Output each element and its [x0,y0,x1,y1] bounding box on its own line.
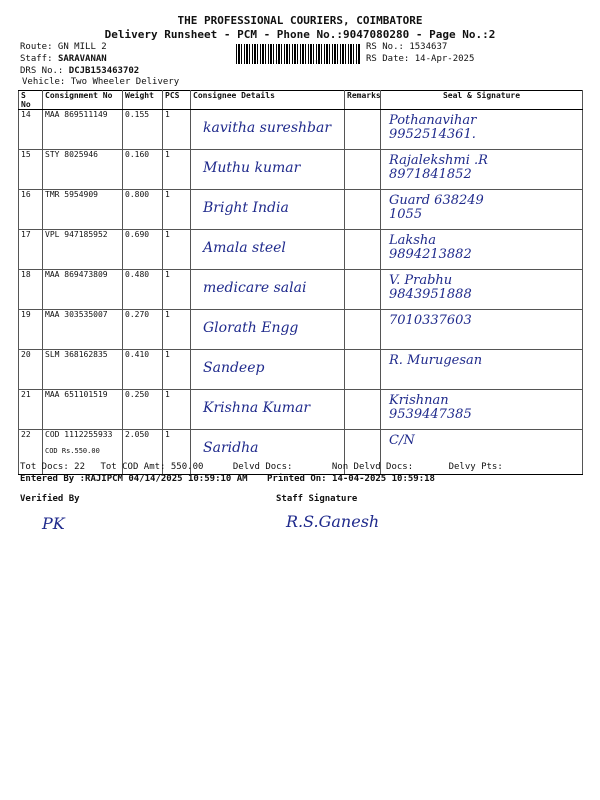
col-header-consignment: Consignment No [43,91,123,110]
seal-phone: 9539447385 [389,407,472,422]
staff-signature: R.S.Ganesh [286,512,380,531]
total-cod-amount: Tot COD Amt: 550.00 [100,462,204,472]
cell-weight: 0.410 [123,350,163,390]
seal-name: Pothanavihar [389,113,477,128]
cell-weight: 0.480 [123,270,163,310]
cell-pcs: 1 [163,390,191,430]
cell-consignment: TMR 5954909 [43,190,123,230]
drs-line [20,66,139,76]
cell-remarks [345,390,381,430]
verified-by-label: Verified By [20,494,80,504]
seal-signature [389,194,580,222]
cell-consignee [191,230,345,270]
verified-signature: PK [42,514,65,533]
col-header-sno: S No [19,91,43,110]
cell-consignment-number: COD 1112255933 [45,430,113,439]
cell-consignee [191,150,345,190]
entered-by: Entered By :RAJIPCM 04/14/2025 10:59:10 AM [20,474,248,484]
cell-pcs: 1 [163,350,191,390]
consignee-handwriting: Glorath Engg [203,320,299,336]
seal-signature [389,154,580,182]
seal-name: Rajalekshmi .R [389,153,488,168]
staff-name: SARAVANAN [57,54,107,64]
col-header-consignee: Consignee Details [191,91,345,110]
cell-consignee [191,350,345,390]
cell-pcs: 1 [163,150,191,190]
cell-consignment: SLM 368162835 [43,350,123,390]
seal-signature [389,234,580,262]
runsheet-subtitle: Delivery Runsheet - PCM - Phone No.:9047080280 - Page No.:2 [104,28,496,41]
consignee-handwriting: Sandeep [203,360,265,376]
delivered-docs: Delvd Docs: [232,462,293,472]
seal-name: R. Murugesan [389,353,483,368]
cell-consignee [191,270,345,310]
cell-consignment: MAA 869511149 [43,110,123,150]
cell-consignment: VPL 947185952 [43,230,123,270]
cell-seal [381,310,583,350]
cell-weight: 0.270 [123,310,163,350]
seal-phone: 8971841852 [389,167,472,182]
cell-pcs: 1 [163,270,191,310]
consignee-handwriting: Krishna Kumar [203,400,311,416]
cell-pcs: 1 [163,230,191,270]
totals-line [20,462,503,472]
table-row [19,350,583,390]
cell-sno: 18 [19,270,43,310]
table-row [19,110,583,150]
cell-seal [381,390,583,430]
cell-pcs: 1 [163,310,191,350]
cell-remarks [345,190,381,230]
cell-consignee [191,110,345,150]
seal-signature [389,434,580,448]
seal-signature [389,354,580,368]
table-row [19,390,583,430]
table-header-row [19,91,583,110]
cell-seal [381,150,583,190]
seal-name: C/N [389,433,415,448]
cell-weight: 0.155 [123,110,163,150]
cell-seal [381,110,583,150]
cell-seal [381,350,583,390]
cell-weight: 2.050 [123,430,163,475]
non-delivered-docs: Non Delvd Docs: [331,462,414,472]
cell-remarks [345,110,381,150]
consignee-handwriting: Saridha [203,440,259,456]
consignee-handwriting: Bright India [203,200,289,216]
total-docs: Tot Docs: 22 [20,462,86,472]
cell-pcs: 1 [163,110,191,150]
cell-sno: 16 [19,190,43,230]
cell-consignment: STY 8025946 [43,150,123,190]
seal-name: Guard 638249 [389,193,484,208]
staff-signature-label: Staff Signature [276,494,358,504]
col-header-pcs: PCS [163,91,191,110]
table-row [19,270,583,310]
cell-weight: 0.250 [123,390,163,430]
seal-phone: 9894213882 [389,247,472,262]
cell-consignment: MAA 869473809 [43,270,123,310]
cell-remarks [345,230,381,270]
consignee-handwriting: Amala steel [203,240,286,256]
cell-weight: 0.690 [123,230,163,270]
col-header-weight: Weight [123,91,163,110]
staff-label: Staff: [20,54,58,64]
seal-name: Krishnan [389,393,449,408]
cell-pcs: 1 [163,430,191,475]
cod-amount-note: COD Rs.550.00 [45,447,100,455]
cell-sno: 21 [19,390,43,430]
cell-remarks [345,350,381,390]
cell-sno: 22 [19,430,43,475]
drs-label: DRS No.: [20,66,69,76]
printed-on: Printed On: 14-04-2025 10:59:18 [267,474,435,484]
drs-number: DCJB153463702 [68,66,140,76]
consignee-handwriting: Muthu kumar [203,160,301,176]
cell-consignee [191,190,345,230]
cell-sno: 19 [19,310,43,350]
company-title: THE PROFESSIONAL COURIERS, COIMBATORE [177,14,423,27]
cell-consignment: MAA 651101519 [43,390,123,430]
cell-consignee [191,310,345,350]
runsheet-table [18,90,583,475]
rs-date: RS Date: 14-Apr-2025 [366,54,475,64]
table-row [19,230,583,270]
table-row [19,310,583,350]
seal-signature [389,314,580,328]
cell-consignment: MAA 303535007 [43,310,123,350]
seal-phone: 9843951888 [389,287,472,302]
cell-sno: 17 [19,230,43,270]
seal-signature [389,274,580,302]
delivery-points: Delvy Pts: [448,462,503,472]
barcode-image [236,44,360,64]
cell-seal [381,190,583,230]
seal-phone: 7010337603 [389,313,472,328]
cell-seal [381,230,583,270]
cell-remarks [345,150,381,190]
cell-remarks [345,270,381,310]
cell-seal [381,270,583,310]
cell-weight: 0.160 [123,150,163,190]
consignee-handwriting: kavitha sureshbar [203,120,332,136]
entry-line [20,474,435,484]
cell-remarks [345,310,381,350]
cell-sno: 20 [19,350,43,390]
cell-consignee [191,390,345,430]
staff-line [20,54,107,64]
seal-phone: 1055 [389,207,423,222]
table-row [19,190,583,230]
route-label: Route: GN MILL 2 [20,42,107,52]
seal-signature [389,114,580,142]
cell-sno: 14 [19,110,43,150]
col-header-seal: Seal & Signature [381,91,583,110]
col-header-remarks: Remarks [345,91,381,110]
seal-name: V. Prabhu [389,273,453,288]
cell-pcs: 1 [163,190,191,230]
seal-phone: 9952514361. [389,127,476,142]
cell-sno: 15 [19,150,43,190]
seal-signature [389,394,580,422]
consignee-handwriting: medicare salai [203,280,307,296]
cell-weight: 0.800 [123,190,163,230]
seal-name: Laksha [389,233,437,248]
table-row [19,150,583,190]
vehicle-label: Vehicle: Two Wheeler Delivery [22,77,180,87]
rs-number: RS No.: 1534637 [366,42,448,52]
